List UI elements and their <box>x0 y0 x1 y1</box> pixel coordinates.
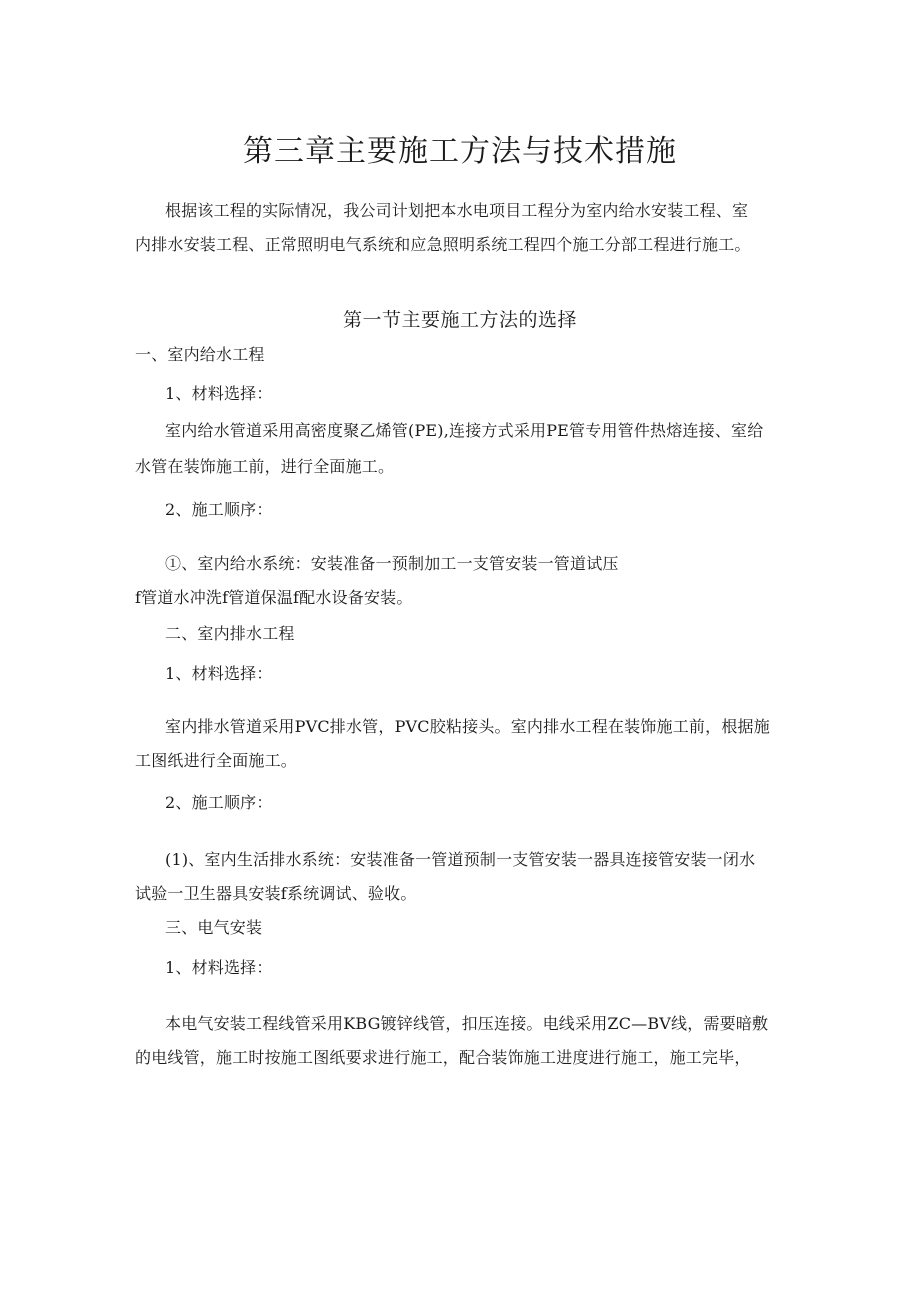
part1-material-label: 1、材料选择： <box>165 384 273 403</box>
intro-line-1: 根据该工程的实际情况，我公司计划把本水电项目工程分为室内给水安装工程、室 <box>165 201 749 220</box>
part1-order-line-2: f管道水冲洗f管道保温f配水设备安装。 <box>135 588 413 607</box>
part1-heading: 一、室内给水工程 <box>135 345 265 364</box>
part2-order-line-1: (1)、室内生活排水系统：安装准备一管道预制一支管安装一器具连接管安装一闭水 <box>165 850 756 869</box>
part2-material-line-1: 室内排水管道采用PVC排水管，PVC胶粘接头。室内排水工程在装饰施工前，根据施 <box>165 717 770 736</box>
part2-order-line-2: 试验一卫生器具安装f系统调试、验收。 <box>135 884 417 903</box>
part3-heading: 三、电气安装 <box>165 918 263 937</box>
part3-material-line-1: 本电气安装工程线管采用KBG镀锌线管，扣压连接。电线采用ZC—BV线，需要暗敷 <box>165 1014 769 1033</box>
part2-material-line-2: 工图纸进行全面施工。 <box>135 751 298 770</box>
part2-order-label: 2、施工顺序： <box>165 793 273 812</box>
part1-material-line-1: 室内给水管道采用高密度聚乙烯管(PE),连接方式采用PE管专用管件热熔连接、室给 <box>165 421 764 440</box>
part2-heading: 二、室内排水工程 <box>165 624 295 643</box>
part1-order-label: 2、施工顺序： <box>165 500 273 519</box>
part1-material-line-2: 水管在装饰施工前，进行全面施工。 <box>135 457 395 476</box>
section-title: 第一节主要施工方法的选择 <box>342 309 577 331</box>
intro-line-2: 内排水安装工程、正常照明电气系统和应急照明系统工程四个施工分部工程进行施工。 <box>135 235 751 254</box>
part2-material-label: 1、材料选择： <box>165 664 273 683</box>
part1-order-line-1: ①、室内给水系统：安装准备一预制加工一支管安装一管道试压 <box>165 554 619 573</box>
chapter-title: 第三章主要施工方法与技术措施 <box>243 134 677 169</box>
part3-material-line-2: 的电线管，施工时按施工图纸要求进行施工，配合装饰施工进度进行施工，施工完毕， <box>135 1048 751 1067</box>
part3-material-label: 1、材料选择： <box>165 958 273 977</box>
